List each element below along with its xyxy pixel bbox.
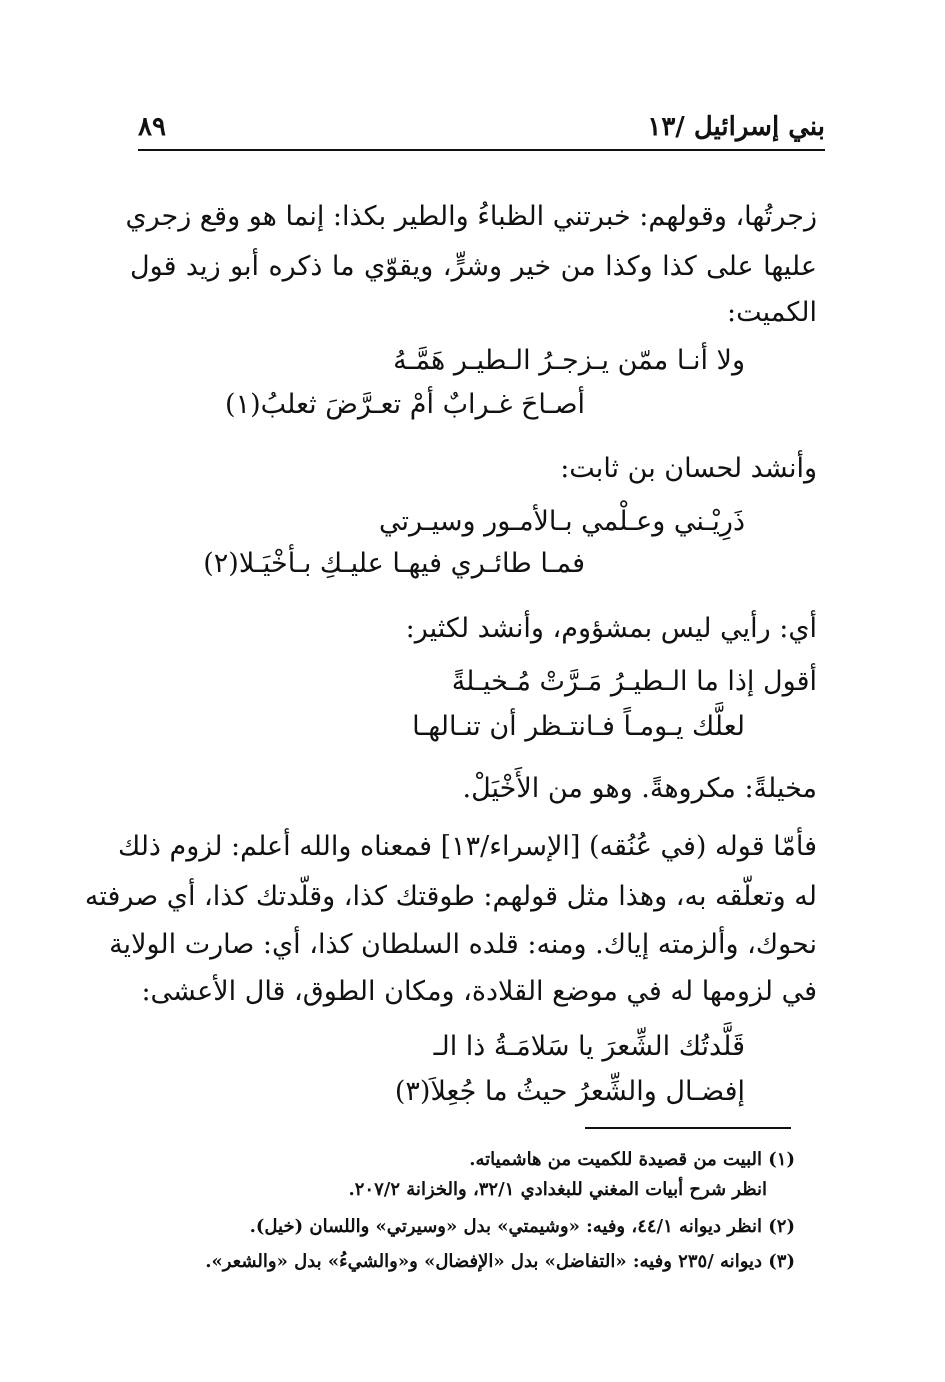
body-line: نحوك، وألزمته إياك. ومنه: قلده السلطان كذا، أي: صارت الولاية: [109, 929, 817, 960]
page-number: ٨٩: [138, 112, 166, 142]
verse-line: فمـا طائـري فيهـا عليـكِ بـأخْيَـلا(٢): [203, 548, 585, 579]
verse-line: أصـاحَ غـرابٌ أمْ تعـرَّضَ ثعلبُ(١): [225, 389, 585, 420]
verse-line: إفضـال والشِّعرُ حيثُ ما جُعِلاَ(٣): [394, 1076, 745, 1107]
body-line: فأمّا قوله (في عُنُقه) [الإسراء/١٣] فمعناه والله أعلم: لزوم ذلك: [117, 831, 817, 862]
body-line: وأنشد لحسان بن ثابت:: [560, 453, 817, 484]
verse-line: لعلَّك يـومـاً فـانتـظر أن تنـالهـا: [412, 711, 745, 742]
body-line: له وتعلّقه به، وهذا مثل قولهم: طوقتك كذا، وقلّدتك كذا، أي صرفته: [84, 881, 817, 912]
running-title: بني إسرائيل /١٣: [647, 112, 825, 142]
verse-line: قَلَّدتُك الشِّعرَ يا سَلامَـةُ ذا الـ: [433, 1031, 745, 1062]
gloss-line: مخيلةً: مكروهةً. وهو من الأَخْيَلْ.: [462, 773, 817, 804]
verse-line: ولا أنـا ممّن يـزجـرُ الـطيـر هَمَّـهُ: [393, 345, 745, 376]
body-line: عليها على كذا وكذا من خير وشرٍّ، ويقوّي ما ذكره أبو زيد قول: [130, 251, 817, 282]
footnote: (١) البيت من قصيدة للكميت من هاشمياته.: [469, 1149, 795, 1170]
body-line: أي: رأيي ليس بمشؤوم، وأنشد لكثير:: [405, 613, 817, 644]
footnote: (٢) انظر ديوانه ٤٤/١، وفيه: «وشيمتي» بدل «وسيرتي» واللسان (خيل).: [249, 1216, 795, 1237]
body-line: الكميت:: [726, 297, 817, 328]
body-line: في لزومها له في موضع القلادة، ومكان الطوق، قال الأعشى:: [141, 976, 817, 1007]
body-line: زجرتُها، وقولهم: خبرتني الظباءُ والطير بكذا: إنما هو وقع زجري: [125, 201, 817, 232]
footnote-rule: [585, 1127, 791, 1129]
verse-line: ذَرِيْـني وعـلْمي بـالأمـور وسيـرتي: [378, 506, 745, 537]
footnote-continuation: انظر شرح أبيات المغني للبغدادي ٣٢/١، والخزانة ٢٠٧/٢.: [348, 1179, 767, 1200]
header-rule: [138, 149, 825, 151]
verse-line: أقول إذا ما الـطيـرُ مَـرَّتْ مُـخيـلةً: [451, 666, 817, 697]
footnote: (٣) ديوانه /٢٣٥ وفيه: «التفاضل» بدل «الإفضال» و«والشيءُ» بدل «والشعر».: [205, 1251, 795, 1272]
page-header: [138, 112, 825, 148]
